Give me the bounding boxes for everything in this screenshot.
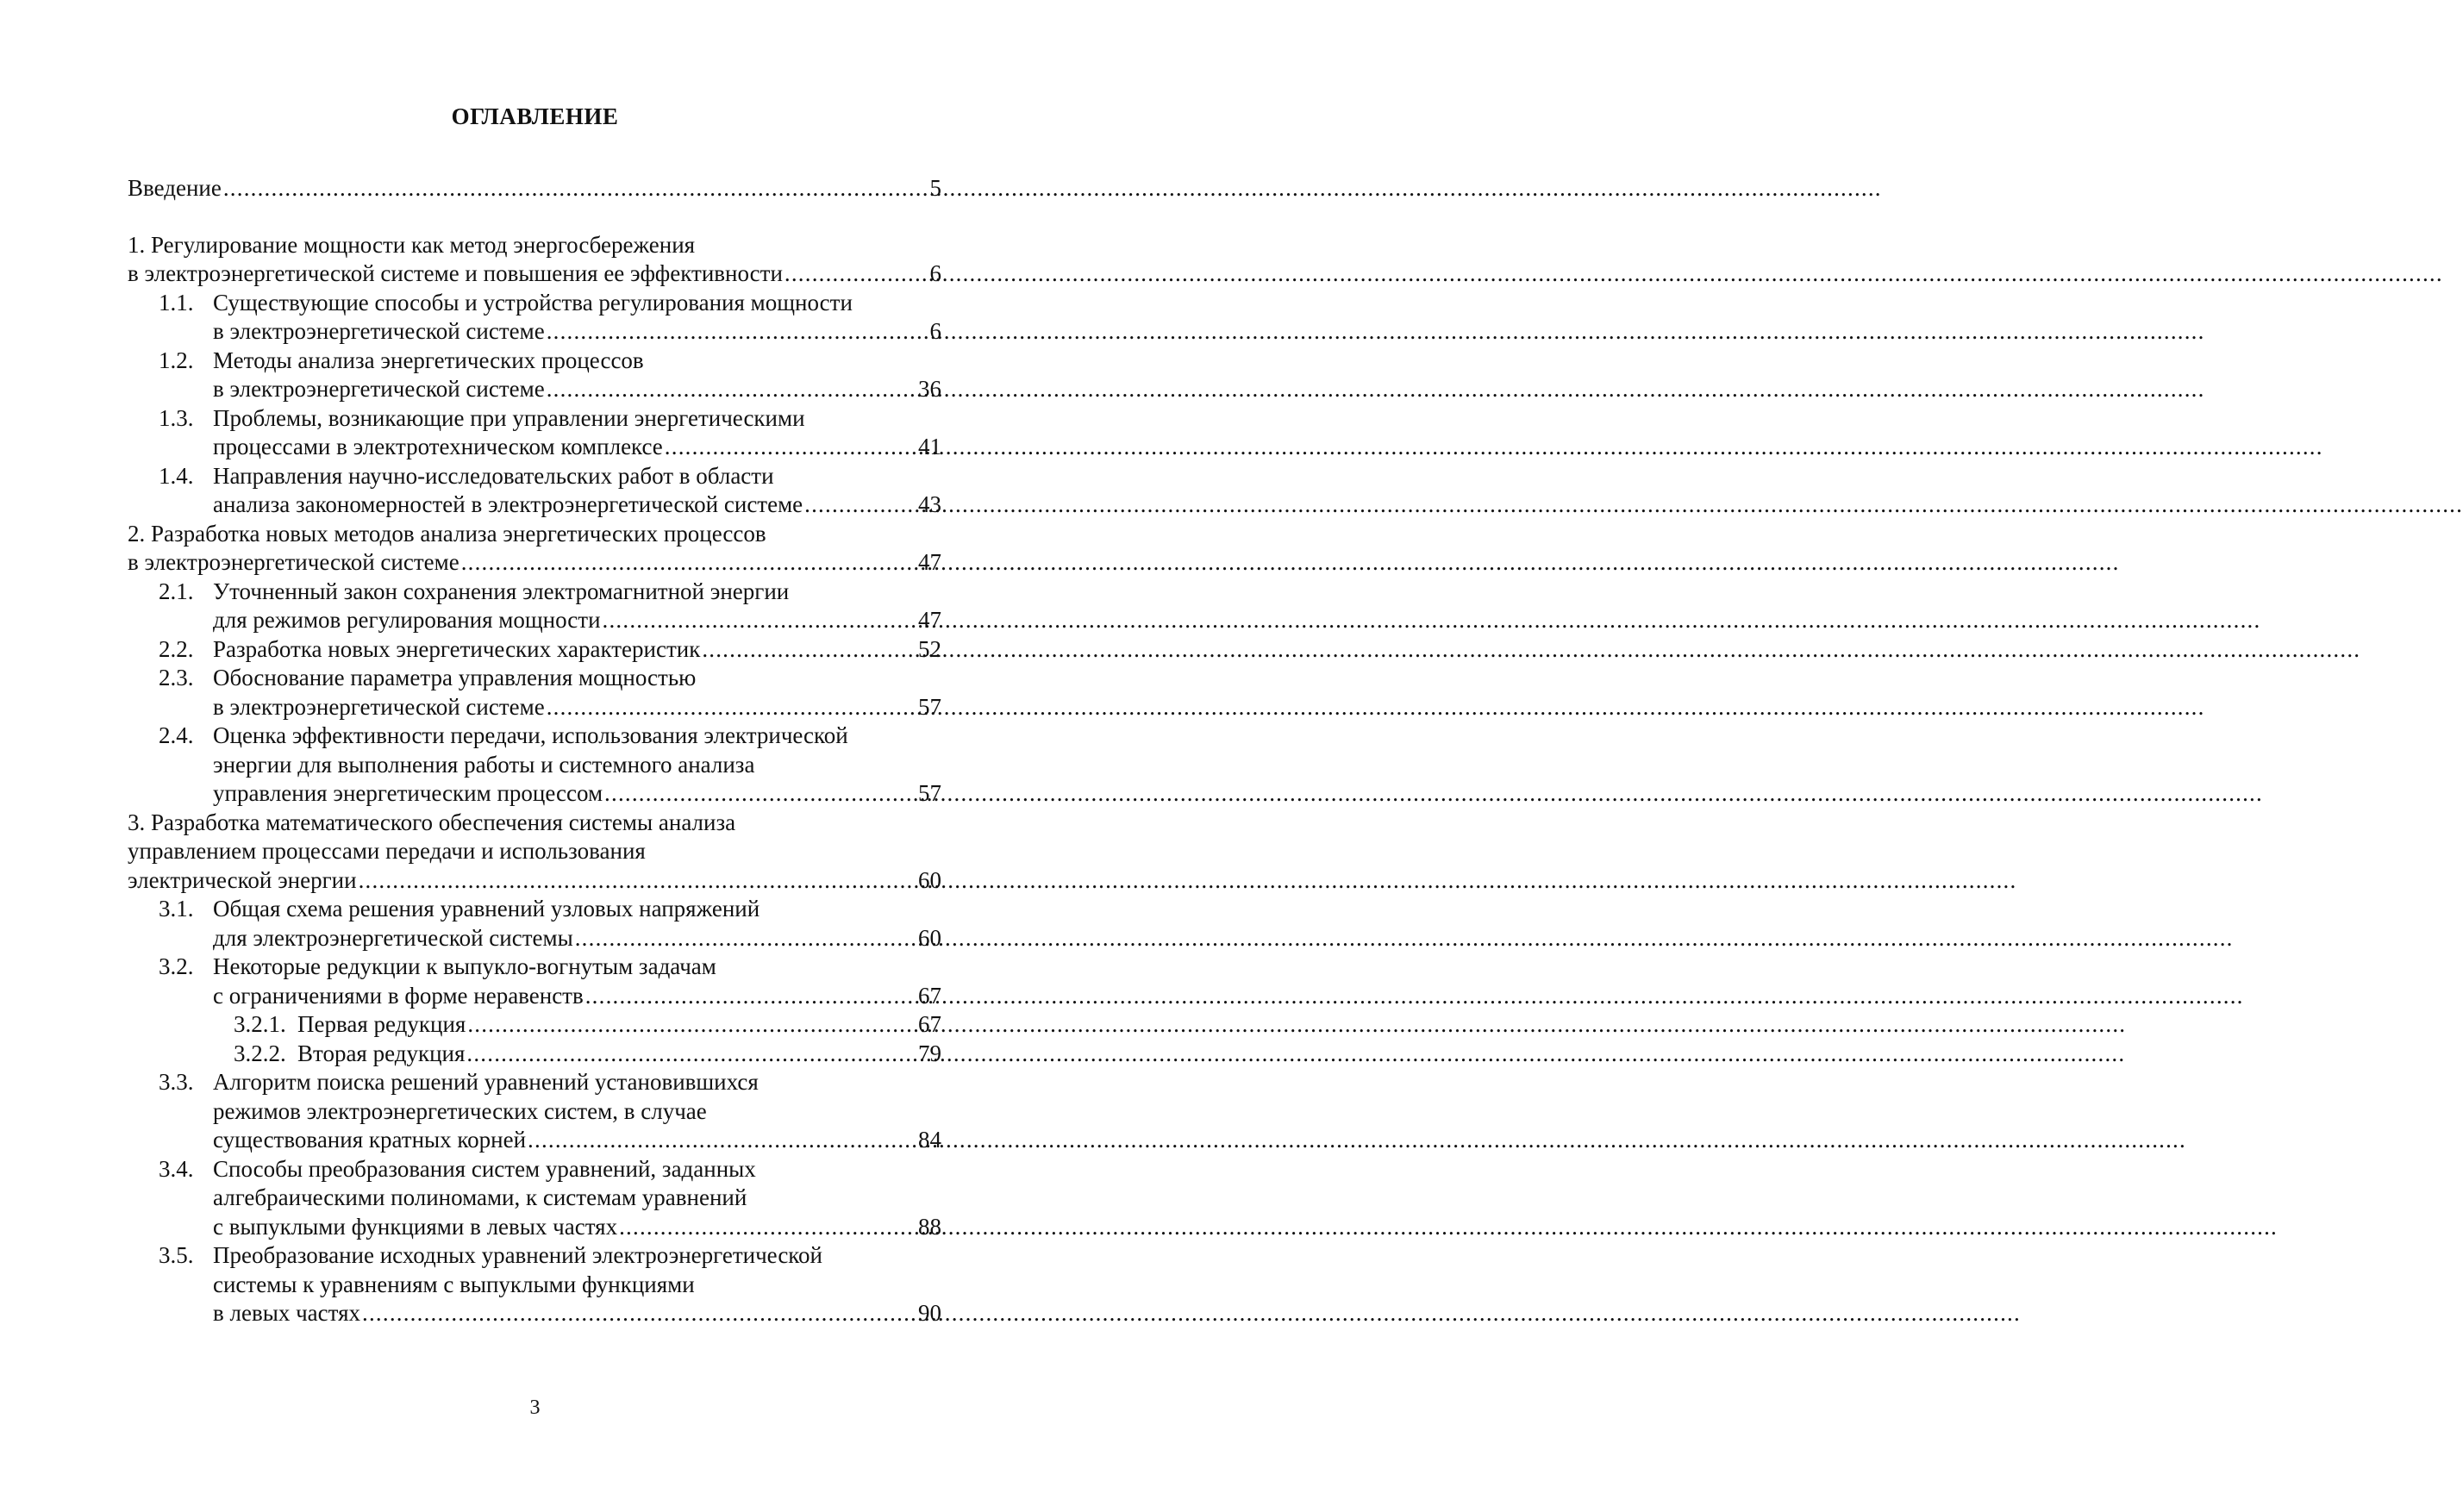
toc-entry-introduction[interactable] — [128, 174, 941, 203]
toc-section-1-4[interactable] — [128, 462, 941, 491]
toc-dot-leader — [547, 693, 916, 722]
toc-section-2-1[interactable] — [128, 578, 941, 607]
toc-entry-text: режимов электроэнергетических систем, в случае — [213, 1097, 707, 1124]
toc-page-number: 57 — [918, 693, 941, 720]
toc-section-3-4-cont-2[interactable] — [128, 1213, 941, 1242]
toc-chapter-3-cont[interactable] — [128, 837, 941, 866]
toc-section-3-2-cont[interactable] — [128, 982, 941, 1011]
toc-page-number: 60 — [918, 866, 941, 893]
toc-section-3-5-cont-2[interactable] — [128, 1299, 941, 1328]
toc-section-number: 1.2. — [159, 347, 194, 373]
toc-entry-text: Проблемы, возникающие при управлении энергетическими — [213, 404, 805, 431]
toc-entry-text: Направления научно-исследовательских работ в области — [213, 462, 774, 489]
toc-page-number: 84 — [918, 1127, 941, 1153]
toc-entry-text: в электроэнергетической системе — [213, 693, 545, 720]
toc-section-1-1[interactable] — [128, 289, 941, 318]
toc-dot-leader — [528, 1126, 916, 1155]
toc-dot-leader — [575, 924, 916, 953]
toc-dot-leader — [547, 317, 928, 347]
toc-dot-leader — [785, 259, 928, 289]
toc-section-3-3[interactable] — [128, 1068, 941, 1097]
toc-entry-text: Некоторые редукции к выпукло-вогнутым задачам — [213, 953, 716, 979]
toc-section-number: 2.1. — [159, 578, 194, 604]
toc-section-1-1-cont[interactable] — [128, 317, 941, 347]
toc-entry-text: электрической энергии — [128, 866, 357, 893]
toc-section-1-3[interactable] — [128, 404, 941, 434]
toc-entry-text: 3. Разработка математического обеспечения системы анализа — [128, 809, 736, 835]
toc-page-number: 90 — [918, 1300, 941, 1326]
toc-dot-leader — [466, 1040, 916, 1069]
toc-entry-text: Введение — [128, 175, 222, 201]
toc-dot-leader — [804, 490, 916, 520]
toc-dot-leader — [604, 779, 916, 809]
toc-chapter-1[interactable] — [128, 231, 941, 260]
toc-page-number: 67 — [918, 1011, 941, 1037]
toc-entry-text: 2. Разработка новых методов анализа энергетических процессов — [128, 520, 766, 547]
toc-page-number: 47 — [918, 607, 941, 633]
toc-section-2-3[interactable] — [128, 664, 941, 693]
toc-section-number: 1.1. — [159, 289, 194, 316]
toc-section-number: 3.2.1. — [234, 1011, 286, 1037]
toc-entry-text: с ограничениями в форме неравенств — [213, 982, 584, 1009]
toc-section-3-5[interactable] — [128, 1241, 941, 1271]
toc-entry-text: Уточненный закон сохранения электромагнитной энергии — [213, 578, 790, 604]
toc-entry-text: Способы преобразования систем уравнений, заданных — [213, 1155, 756, 1182]
toc-dot-leader — [359, 866, 916, 896]
toc-section-2-4[interactable] — [128, 722, 941, 751]
toc-entry-text: в электроэнергетической системе и повышения ее эффективности — [128, 260, 783, 286]
toc-section-2-2[interactable] — [128, 635, 941, 665]
toc-section-number: 2.3. — [159, 665, 194, 690]
toc-entry-text: системы к уравнениям с выпуклыми функциями — [213, 1271, 695, 1297]
toc-entry-text: Существующие способы и устройства регулирования мощности — [213, 289, 853, 316]
toc-section-number: 3.1. — [159, 896, 194, 922]
toc-dot-leader — [665, 433, 916, 462]
toc-dot-leader — [223, 174, 928, 203]
toc-entry-text: в электроэнергетической системе — [128, 549, 459, 575]
toc-section-3-4-cont[interactable] — [128, 1184, 941, 1213]
toc-entry-text: алгебраическими полиномами, к системам уравнений — [213, 1184, 747, 1210]
toc-page-number: 36 — [918, 376, 941, 402]
toc-page-number: 88 — [918, 1213, 941, 1240]
toc-entry-text: для электроэнергетической системы — [213, 924, 573, 951]
toc-dot-leader — [702, 635, 916, 665]
toc-chapter-3[interactable] — [128, 809, 941, 838]
toc-entry-text: анализа закономерностей в электроэнергетической системе — [213, 491, 803, 517]
toc-section-number: 1.3. — [159, 404, 194, 431]
toc-page-number: 47 — [918, 549, 941, 575]
toc-chapter-2[interactable] — [128, 520, 941, 549]
toc-chapter-2-cont[interactable] — [128, 548, 941, 578]
toc-entry-text: для режимов регулирования мощности — [213, 607, 601, 633]
toc-entry-text: Преобразование исходных уравнений электроэнергетической — [213, 1242, 822, 1268]
document-page — [0, 0, 1070, 1512]
toc-page-number: 79 — [918, 1040, 941, 1066]
toc-chapter-3-cont-2[interactable] — [128, 866, 941, 896]
toc-section-3-3-cont[interactable] — [128, 1097, 941, 1127]
toc-page-number: 6 — [929, 260, 941, 286]
toc-page-number: 43 — [918, 491, 941, 517]
toc-section-1-3-cont[interactable] — [128, 433, 941, 462]
toc-section-number: 1.4. — [159, 462, 194, 489]
toc-entry-text: Алгоритм поиска решений уравнений установившихся — [213, 1069, 759, 1095]
page-number: 3 — [529, 1396, 541, 1419]
toc-page-number: 60 — [918, 924, 941, 951]
toc-section-2-4-cont[interactable] — [128, 751, 941, 780]
toc-entry-text: энергии для выполнения работы и системного анализа — [213, 751, 755, 778]
toc-section-1-4-cont[interactable] — [128, 490, 941, 520]
toc-section-3-3-cont-2[interactable] — [128, 1126, 941, 1155]
toc-section-2-3-cont[interactable] — [128, 693, 941, 722]
toc-entry-text: Первая редукция — [297, 1011, 466, 1037]
toc-subsection-3-2-1[interactable] — [128, 1010, 941, 1040]
toc-entry-text: процессами в электротехническом комплексе — [213, 434, 663, 459]
toc-page-number: 41 — [918, 434, 941, 459]
toc-dot-leader — [619, 1213, 916, 1242]
toc-dot-leader — [461, 548, 916, 578]
toc-dot-leader — [362, 1299, 916, 1328]
toc-entry-text: в левых частях — [213, 1300, 361, 1326]
toc-dot-leader — [547, 375, 916, 404]
toc-page-number: 57 — [918, 780, 941, 806]
toc-entry-text: Общая схема решения уравнений узловых напряжений — [213, 896, 760, 922]
toc-entry-text: управления энергетическим процессом — [213, 780, 603, 806]
toc-subsection-3-2-2[interactable] — [128, 1040, 941, 1069]
toc-entry-text: Методы анализа энергетических процессов — [213, 347, 644, 373]
toc-section-number: 3.4. — [159, 1155, 194, 1182]
toc-section-2-4-cont-2[interactable] — [128, 779, 941, 809]
toc-entry-text: с выпуклыми функциями в левых частях — [213, 1213, 618, 1240]
toc-section-number: 3.2.2. — [234, 1040, 286, 1066]
toc-section-1-2-cont[interactable] — [128, 375, 941, 404]
toc-entry-text: в электроэнергетической системе — [213, 318, 545, 344]
toc-dot-leader — [585, 982, 916, 1011]
toc-section-number: 2.2. — [159, 635, 194, 662]
toc-section-2-1-cont[interactable] — [128, 606, 941, 635]
toc-entry-text: Оценка эффективности передачи, использования электрической — [213, 722, 848, 748]
toc-section-number: 3.2. — [159, 953, 194, 979]
toc-section-number: 3.3. — [159, 1069, 194, 1095]
page-title: ОГЛАВЛЕНИЕ — [451, 103, 619, 129]
toc-entry-text: Разработка новых энергетических характеристик — [213, 635, 701, 662]
table-of-contents — [128, 174, 941, 1328]
toc-entry-text: Обоснование параметра управления мощностью — [213, 665, 697, 690]
toc-entry-text: существования кратных корней — [213, 1127, 527, 1153]
toc-section-3-2[interactable] — [128, 953, 941, 982]
toc-dot-leader — [603, 606, 916, 635]
toc-dot-leader — [467, 1010, 916, 1040]
toc-section-3-4[interactable] — [128, 1155, 941, 1184]
toc-page-number: 5 — [929, 175, 941, 201]
toc-entry-text: 1. Регулирование мощности как метод энергосбережения — [128, 231, 696, 258]
toc-section-number: 3.5. — [159, 1242, 194, 1268]
toc-section-number: 2.4. — [159, 722, 194, 748]
toc-page-number: 67 — [918, 982, 941, 1009]
toc-chapter-1-cont[interactable] — [128, 259, 941, 289]
toc-section-1-2[interactable] — [128, 347, 941, 376]
toc-section-3-5-cont[interactable] — [128, 1271, 941, 1300]
toc-entry-text: в электроэнергетической системе — [213, 376, 545, 402]
toc-page-number: 6 — [929, 318, 941, 344]
toc-entry-text: управлением процессами передачи и использования — [128, 838, 646, 864]
toc-section-3-1[interactable] — [128, 895, 941, 924]
toc-entry-text: Вторая редукция — [297, 1040, 466, 1066]
toc-page-number: 52 — [918, 635, 941, 662]
toc-section-3-1-cont[interactable] — [128, 924, 941, 953]
